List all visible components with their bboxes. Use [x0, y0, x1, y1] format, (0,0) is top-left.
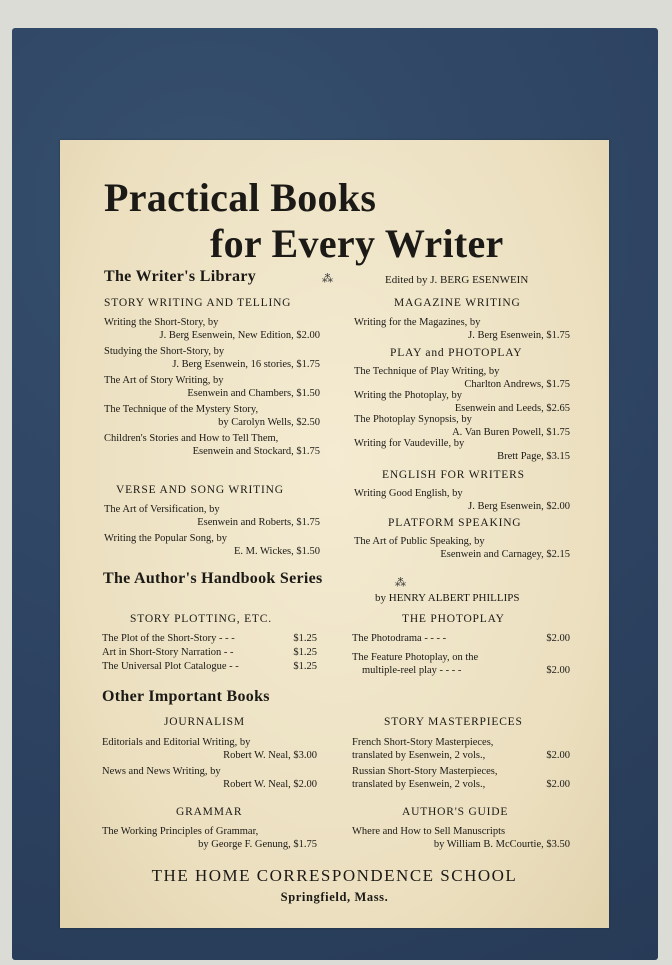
list-item: The Working Principles of Grammar, by George F. Genung, $1.75: [102, 826, 317, 850]
list-item: The Art of Public Speaking, by Esenwein and Carnagey, $2.15: [354, 536, 570, 560]
list-item: The Art of Versification, by Esenwein and Roberts, $1.75: [104, 504, 320, 528]
edited-by: Edited by J. BERG ESENWEIN: [385, 274, 529, 286]
list-item: French Short-Story Masterpieces, translated by Esenwein, 2 vols., $2.00: [352, 737, 570, 761]
list-item: News and News Writing, by Robert W. Neal, $2.00: [102, 766, 317, 790]
list-item: The Art of Story Writing, by Esenwein and Chambers, $1.50: [104, 375, 320, 399]
list-item: Writing the Popular Song, by E. M. Wickes, $1.50: [104, 533, 320, 557]
category-journalism: JOURNALISM: [164, 716, 245, 728]
other-books-heading: Other Important Books: [102, 688, 270, 705]
table-row: The Photodrama - - - - $2.00: [352, 633, 570, 644]
school-name: THE HOME CORRESPONDENCE SCHOOL: [151, 866, 518, 885]
ornament-icon: ⁂: [395, 577, 406, 589]
list-item: Studying the Short-Story, by J. Berg Esenwein, 16 stories, $1.75: [104, 346, 320, 370]
category-story-masterpieces: STORY MASTERPIECES: [384, 716, 523, 728]
list-item: The Technique of Play Writing, by Charlton Andrews, $1.75: [354, 366, 570, 390]
list-item: Where and How to Sell Manuscripts by William B. McCourtie, $3.50: [352, 826, 570, 850]
table-row: Art in Short-Story Narration - - $1.25: [102, 647, 317, 658]
category-play-photoplay: PLAY and PHOTOPLAY: [390, 347, 523, 359]
table-row: The Universal Plot Catalogue - - $1.25: [102, 661, 317, 672]
list-item: Writing the Short-Story, by J. Berg Esenwein, New Edition, $2.00: [104, 317, 320, 341]
list-item: The Photoplay Synopsis, by A. Van Buren Powell, $1.75: [354, 414, 570, 438]
book-cover: [12, 28, 658, 960]
category-platform-speaking: PLATFORM SPEAKING: [388, 517, 522, 529]
school-city: Springfield, Mass.: [280, 890, 389, 904]
list-item: Children's Stories and How to Tell Them, Esenwein and Stockard, $1.75: [104, 433, 320, 457]
writers-library-heading: The Writer's Library: [104, 268, 257, 285]
list-item: Writing Good English, by J. Berg Esenwein, $2.00: [354, 488, 570, 512]
list-item: Writing for Vaudeville, by Brett Page, $3.15: [354, 438, 570, 462]
list-item: Writing for the Magazines, by J. Berg Esenwein, $1.75: [354, 317, 570, 341]
category-english: ENGLISH FOR WRITERS: [382, 469, 525, 481]
category-grammar: GRAMMAR: [176, 806, 243, 818]
list-item: The Technique of the Mystery Story, by Carolyn Wells, $2.50: [104, 404, 320, 428]
category-photoplay: THE PHOTOPLAY: [402, 613, 505, 625]
ornament-icon: ⁂: [322, 273, 333, 285]
list-item: Editorials and Editorial Writing, by Robert W. Neal, $3.00: [102, 737, 317, 761]
title-line-1: Practical Books: [104, 175, 377, 220]
category-verse-song: VERSE AND SONG WRITING: [116, 484, 284, 496]
category-authors-guide: AUTHOR'S GUIDE: [402, 806, 509, 818]
table-row: The Plot of the Short-Story - - - $1.25: [102, 633, 317, 644]
table-row: The Feature Photoplay, on the multiple-reel play - - - - $2.00: [352, 652, 570, 676]
authors-handbook-heading: The Author's Handbook Series: [103, 570, 323, 587]
category-story-writing: STORY WRITING AND TELLING: [104, 297, 292, 309]
list-item: Writing the Photoplay, by Esenwein and Leeds, $2.65: [354, 390, 570, 414]
handbook-author: by HENRY ALBERT PHILLIPS: [375, 592, 520, 604]
advertisement-sheet: [60, 140, 609, 928]
category-story-plotting: STORY PLOTTING, ETC.: [130, 613, 272, 625]
list-item: Russian Short-Story Masterpieces, translated by Esenwein, 2 vols., $2.00: [352, 766, 570, 790]
category-magazine-writing: MAGAZINE WRITING: [394, 297, 521, 309]
title-line-2: for Every Writer: [210, 221, 504, 266]
